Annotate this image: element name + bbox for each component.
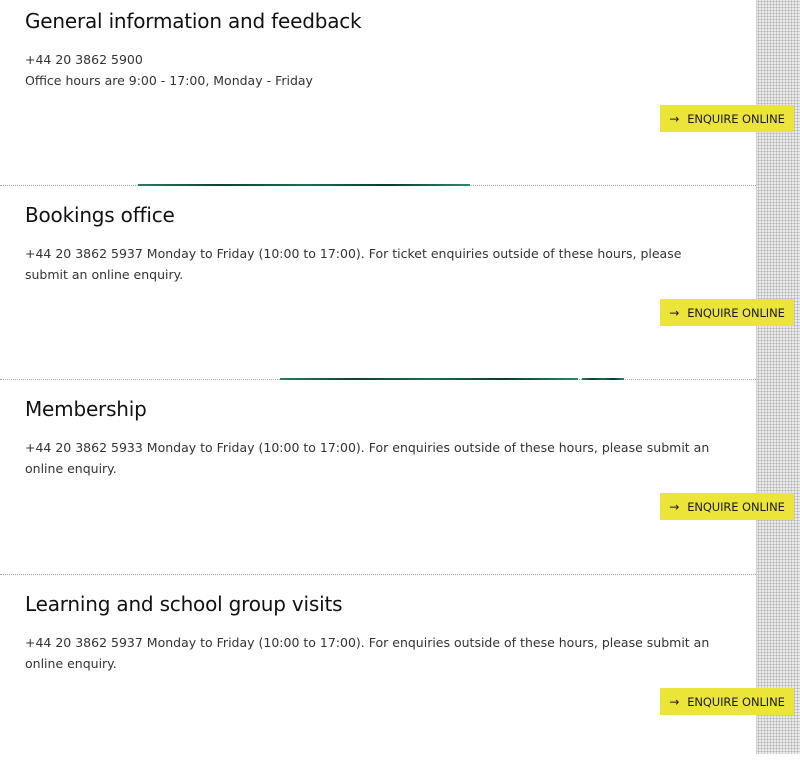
section-description: +44 20 3862 5937 Monday to Friday (10:00 to 17:00). For ticket enquiries outside of these hours, please submit an online enquiry. (25, 246, 682, 282)
accent-stripe (582, 378, 624, 380)
enquire-online-button[interactable] (660, 105, 794, 132)
section-description (25, 50, 715, 91)
section-title: Bookings office (25, 203, 175, 227)
enquire-online-label: ENQUIRE ONLINE (687, 694, 785, 709)
contact-section-membership (0, 388, 785, 582)
arrow-right-icon: → (669, 499, 680, 514)
accent-stripe (280, 378, 578, 380)
contact-section-learning (0, 583, 785, 777)
section-title: Learning and school group visits (25, 592, 343, 616)
section-description: +44 20 3862 5933 Monday to Friday (10:00 to 17:00). For enquiries outside of these hours, please submit an online enquiry. (25, 440, 710, 476)
section-title: General information and feedback (25, 9, 362, 33)
enquire-online-button[interactable] (660, 493, 794, 520)
enquire-online-label: ENQUIRE ONLINE (687, 111, 785, 126)
enquire-online-button[interactable] (660, 299, 794, 326)
arrow-right-icon: → (669, 694, 680, 709)
contact-section-bookings (0, 194, 785, 388)
enquire-online-label: ENQUIRE ONLINE (687, 305, 785, 320)
arrow-right-icon: → (669, 305, 680, 320)
section-description: +44 20 3862 5937 Monday to Friday (10:00 to 17:00). For enquiries outside of these hours, please submit an online enquiry. (25, 635, 710, 671)
accent-stripe (138, 184, 470, 186)
arrow-right-icon: → (669, 111, 680, 126)
enquire-online-label: ENQUIRE ONLINE (687, 499, 785, 514)
phone-number: +44 20 3862 5900 (25, 52, 143, 67)
section-divider (0, 574, 756, 575)
office-hours-text: Office hours are 9:00 - 17:00, Monday - Friday (25, 72, 313, 88)
enquire-online-button[interactable] (660, 688, 794, 715)
section-title: Membership (25, 397, 147, 421)
contact-section-general (0, 0, 785, 194)
